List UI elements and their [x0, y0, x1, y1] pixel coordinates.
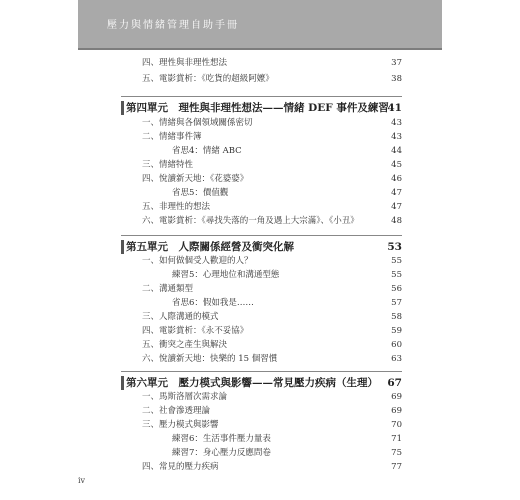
page-header	[78, 0, 442, 50]
toc-row[interactable]	[142, 404, 402, 418]
toc-item-page: 45	[391, 160, 402, 170]
toc-row[interactable]	[142, 282, 402, 296]
toc-item-label: 四、理性與非理性想法	[142, 58, 228, 68]
toc-item-page: 70	[391, 420, 402, 430]
toc-item-page: 43	[391, 132, 402, 142]
toc-item-label: 四、常見的壓力疾病	[142, 462, 219, 472]
toc-item-page: 47	[391, 202, 402, 212]
toc-item-page: 43	[391, 118, 402, 128]
toc-item-page: 58	[391, 312, 402, 322]
toc-item-page: 71	[391, 434, 402, 444]
unit-divider	[121, 371, 402, 372]
unit-marker	[121, 376, 124, 390]
toc-item-label: 五、電影賞析：《吃貨的超級阿嬤》	[142, 74, 274, 84]
toc-subrow[interactable]	[172, 296, 402, 310]
toc-row[interactable]	[142, 324, 402, 338]
toc-item-label: 練習6：生活事件壓力量表	[172, 434, 271, 444]
unit-title: 第五單元 人際關係經營及衝突化解	[126, 241, 294, 253]
toc-item-page: 47	[391, 188, 402, 198]
toc-item-page: 69	[391, 406, 402, 416]
toc-subrow[interactable]	[172, 186, 402, 200]
toc-item-label: 一、如何做個受人歡迎的人？	[142, 256, 253, 266]
toc-item-page: 38	[391, 74, 402, 84]
toc-item-label: 省思5：價值觀	[172, 188, 229, 198]
toc-row[interactable]	[142, 338, 402, 352]
unit-page: 41	[387, 102, 402, 114]
unit-page: 67	[387, 377, 402, 389]
toc-item-page: 37	[391, 58, 402, 68]
toc-row[interactable]	[142, 72, 402, 86]
toc-item-page: 57	[391, 298, 402, 308]
toc-item-label: 省思4：情緒 ABC	[172, 146, 242, 156]
toc-item-page: 75	[391, 448, 402, 458]
toc-item-label: 一、情緒與各個領域關係密切	[142, 118, 253, 128]
toc-item-label: 練習7：身心壓力反應問卷	[172, 448, 271, 458]
toc-subrow[interactable]	[172, 432, 402, 446]
toc-item-label: 一、馬斯洛層次需求論	[142, 392, 228, 402]
header-title: 壓力與情緒管理自助手冊	[107, 20, 239, 31]
unit-heading[interactable]	[126, 240, 402, 254]
toc-row[interactable]	[142, 172, 402, 186]
unit-marker	[121, 101, 124, 115]
toc-item-page: 77	[391, 462, 402, 472]
toc-item-page: 63	[391, 354, 402, 364]
unit-heading[interactable]	[126, 101, 402, 115]
toc-row[interactable]	[142, 116, 402, 130]
toc-row[interactable]	[142, 310, 402, 324]
unit-heading[interactable]	[126, 376, 402, 390]
toc-item-label: 六、電影賞析：《尋找失落的一角及遇上大宗滿》、《小丑》	[142, 216, 359, 226]
toc-row[interactable]	[142, 214, 402, 228]
footer-page-number: iv	[78, 476, 86, 485]
unit-title: 第六單元 壓力模式與影響——常見壓力疾病（生理）	[126, 377, 378, 389]
unit-divider	[121, 235, 402, 236]
toc-item-page: 60	[391, 340, 402, 350]
unit-divider	[121, 96, 402, 97]
toc-item-page: 69	[391, 392, 402, 402]
toc-item-label: 練習5：心理地位和溝通型態	[172, 270, 280, 280]
toc-item-label: 三、人際溝通的模式	[142, 312, 219, 322]
toc-item-label: 二、社會滲透理論	[142, 406, 211, 416]
toc-item-page: 55	[391, 270, 402, 280]
toc-item-page: 44	[391, 146, 402, 156]
toc-item-label: 二、溝通類型	[142, 284, 194, 294]
toc-subrow[interactable]	[172, 268, 402, 282]
toc-item-label: 省思6：假如我是……	[172, 298, 254, 308]
toc-item-page: 46	[391, 174, 402, 184]
toc-subrow[interactable]	[172, 446, 402, 460]
toc-item-page: 48	[391, 216, 402, 226]
toc-item-label: 三、壓力模式與影響	[142, 420, 219, 430]
toc-row[interactable]	[142, 352, 402, 366]
toc-item-label: 六、悅讀新天地：快樂的 15 個習慣	[142, 354, 278, 364]
unit-marker	[121, 240, 124, 254]
toc-subrow[interactable]	[172, 144, 402, 158]
toc-row[interactable]	[142, 130, 402, 144]
toc-item-label: 三、情緒特性	[142, 160, 194, 170]
toc-item-label: 五、衝突之產生與解決	[142, 340, 228, 350]
toc-row[interactable]	[142, 200, 402, 214]
toc-item-label: 四、電影賞析：《永不妥協》	[142, 326, 249, 336]
toc-row[interactable]	[142, 254, 402, 268]
toc-item-label: 五、非理性的想法	[142, 202, 211, 212]
toc-row[interactable]	[142, 418, 402, 432]
toc-row[interactable]	[142, 460, 402, 474]
toc-item-label: 四、悅讀新天地：《花婆婆》	[142, 174, 249, 184]
toc-item-label: 二、情緒事件簿	[142, 132, 202, 142]
unit-title: 第四單元 理性與非理性想法——情緒 DEF 事件及練習	[126, 102, 389, 114]
unit-page: 53	[387, 241, 402, 253]
toc-item-page: 59	[391, 326, 402, 336]
toc-item-page: 56	[391, 284, 402, 294]
toc-row[interactable]	[142, 158, 402, 172]
toc-row[interactable]	[142, 390, 402, 404]
toc-item-page: 55	[391, 256, 402, 266]
toc-row[interactable]	[142, 56, 402, 70]
